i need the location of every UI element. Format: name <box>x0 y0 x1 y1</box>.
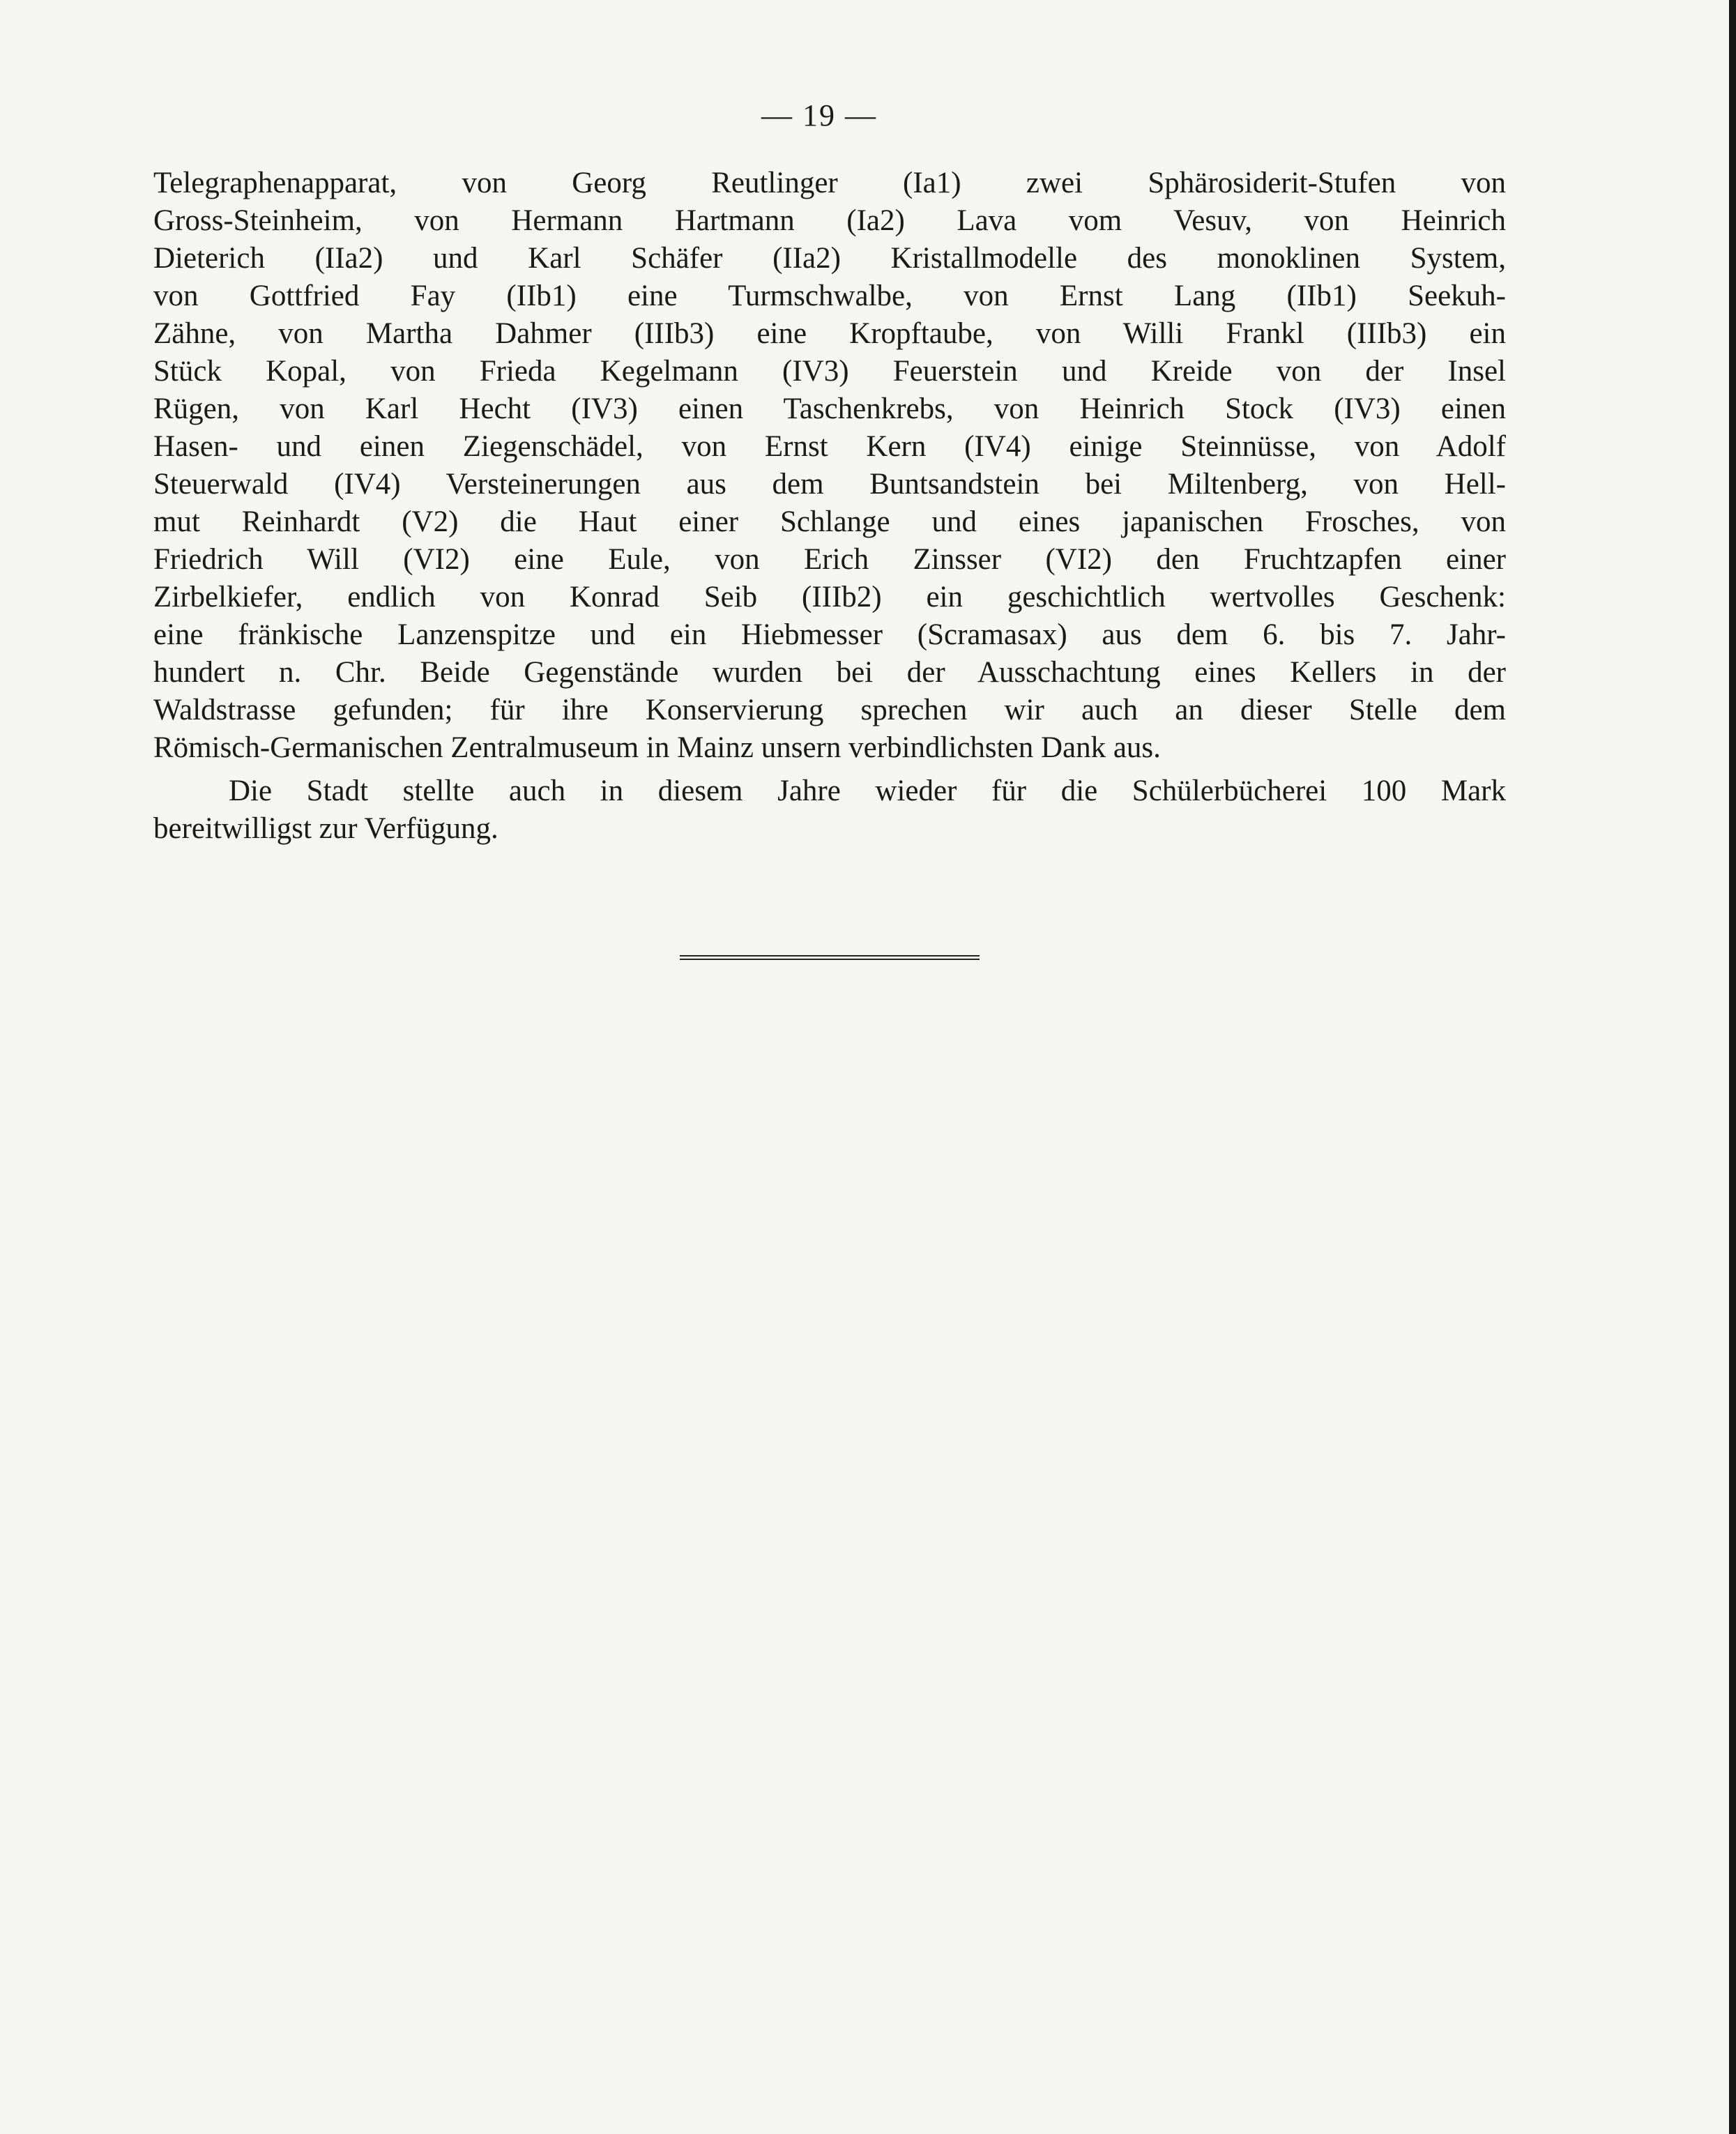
text-line: Die Stadt stellte auch in diesem Jahre wieder für die Schülerbücherei 100 Mark <box>229 775 1506 807</box>
text-line: Dieterich (IIa2) und Karl Schäfer (IIa2) Kristallmodelle des monoklinen System, <box>153 242 1506 275</box>
divider-line <box>680 959 980 960</box>
paragraph-1 <box>153 165 1506 767</box>
text-line: Stück Kopal, von Frieda Kegelmann (IV3) Feuerstein und Kreide von der Insel <box>153 355 1506 388</box>
text-line: hundert n. Chr. Beide Gegenstände wurden bei der Ausschachtung eines Kellers in der <box>153 656 1506 689</box>
text-line: von Gottfried Fay (IIb1) eine Turmschwalbe, von Ernst Lang (IIb1) Seekuh- <box>153 280 1506 312</box>
text-line: Rügen, von Karl Hecht (IV3) einen Taschenkrebs, von Heinrich Stock (IV3) einen <box>153 392 1506 425</box>
text-line: eine fränkische Lanzenspitze und ein Hiebmesser (Scramasax) aus dem 6. bis 7. Jahr- <box>153 618 1506 651</box>
text-line-last: Römisch-Germanischen Zentralmuseum in Mainz unsern verbindlichsten Dank aus. <box>153 731 1161 764</box>
scan-edge <box>1729 0 1736 2134</box>
text-line-last: bereitwilligst zur Verfügung. <box>153 812 498 845</box>
divider-line <box>680 955 980 957</box>
text-line: Waldstrasse gefunden; für ihre Konservierung sprechen wir auch an dieser Stelle dem <box>153 694 1506 726</box>
page-number: — 19 — <box>761 98 877 132</box>
text-line: Steuerwald (IV4) Versteinerungen aus dem Buntsandstein bei Miltenberg, von Hell- <box>153 468 1506 501</box>
text-line: Zirbelkiefer, endlich von Konrad Seib (IIIb2) ein geschichtlich wertvolles Geschenk: <box>153 581 1506 613</box>
text-line: Zähne, von Martha Dahmer (IIIb3) eine Kropftaube, von Willi Frankl (IIIb3) ein <box>153 317 1506 350</box>
text-line: Hasen- und einen Ziegenschädel, von Ernst Kern (IV4) einige Steinnüsse, von Adolf <box>153 430 1506 463</box>
text-line: Friedrich Will (VI2) eine Eule, von Erich Zinsser (VI2) den Fruchtzapfen einer <box>153 543 1506 576</box>
text-line: Gross-Steinheim, von Hermann Hartmann (Ia2) Lava vom Vesuv, von Heinrich <box>153 204 1506 237</box>
paragraph-2 <box>153 772 1506 848</box>
text-line: mut Reinhardt (V2) die Haut einer Schlange und eines japanischen Frosches, von <box>153 505 1506 538</box>
text-line: Telegraphenapparat, von Georg Reutlinger (Ia1) zwei Sphärosiderit-Stufen von <box>153 167 1506 199</box>
section-divider <box>680 955 980 961</box>
